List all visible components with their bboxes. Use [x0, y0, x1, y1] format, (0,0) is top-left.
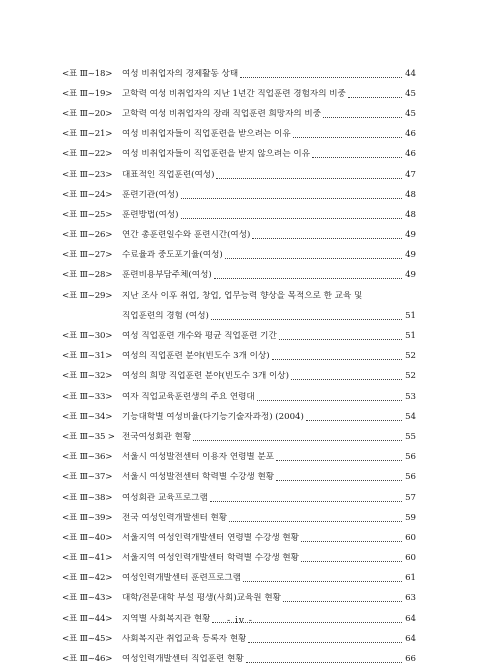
toc-entry [62, 387, 416, 407]
toc-entry [62, 64, 416, 84]
toc-entry-page: 48 [405, 209, 416, 220]
toc-entry [62, 347, 416, 367]
toc-entry-page: 60 [405, 532, 416, 543]
toc-entry [62, 468, 416, 488]
toc-entry-title: 고학력 여성 비취업자의 장래 직업훈련 희망자의 비중 [122, 108, 322, 119]
leader-dots [211, 319, 402, 320]
leader-dots [312, 157, 402, 158]
toc-entry-label: <표 Ⅲ~43> [62, 593, 113, 604]
leader-dots [210, 501, 402, 502]
toc-entry-label: <표 Ⅲ~28> [62, 270, 113, 281]
leader-dots [246, 662, 402, 663]
toc-entry-page: 47 [405, 169, 416, 180]
toc-entry-title-continued: 직업훈련의 경험 (여성) [122, 310, 209, 321]
toc-entry [62, 448, 416, 468]
toc-entry-title: 전국 여성인력개발센터 현황 [122, 512, 228, 523]
toc-entry-page: 61 [405, 573, 416, 584]
toc-entry-label: <표 Ⅲ~30> [62, 331, 113, 342]
leader-dots [257, 400, 402, 401]
toc-entry-page: 59 [405, 512, 416, 523]
leader-dots [248, 642, 402, 643]
table-of-contents [62, 64, 416, 670]
toc-entry [62, 367, 416, 387]
toc-entry-title: 여성의 희망 직업훈련 분야(빈도수 3개 이상) [122, 371, 289, 382]
toc-entry-label: <표 Ⅲ~19> [62, 88, 113, 99]
toc-entry-title: 여성 직업훈련 개수와 평균 직업훈련 기간 [122, 331, 277, 342]
toc-entry-label: <표 Ⅲ~31> [62, 351, 113, 362]
toc-entry [62, 488, 416, 508]
toc-entry-page: 51 [405, 331, 416, 342]
toc-entry [62, 84, 416, 104]
leader-dots [243, 581, 402, 582]
toc-entry [62, 205, 416, 225]
toc-entry-title: 여성 비취업자의 경제활동 상태 [122, 68, 239, 79]
leader-dots [229, 521, 402, 522]
toc-entry [62, 427, 416, 447]
toc-entry-title: 수료율과 중도포기율(여성) [122, 250, 223, 261]
leader-dots [279, 339, 402, 340]
toc-entry-label: <표 Ⅲ~40> [62, 532, 113, 543]
toc-entry [62, 549, 416, 569]
toc-entry-label: <표 Ⅲ~42> [62, 573, 113, 584]
toc-entry [62, 528, 416, 548]
toc-entry-title: 여성 비취업자들이 직업훈련을 받으려는 이유 [122, 129, 291, 140]
leader-dots [306, 420, 402, 421]
toc-entry-label: <표 Ⅲ~29> [62, 290, 113, 301]
leader-dots [348, 97, 402, 98]
toc-entry-label: <표 Ⅲ~44> [62, 613, 113, 624]
toc-entry-title: 지역별 사회복지관 현황 [122, 613, 211, 624]
toc-entry-label: <표 Ⅲ~25> [62, 209, 113, 220]
toc-entry-label: <표 Ⅲ~39> [62, 512, 113, 523]
toc-entry-title: 기능대학별 여성비율(다기능기술자과정) (2004) [122, 411, 304, 422]
toc-entry-label: <표 Ⅲ~24> [62, 189, 113, 200]
toc-entry-title: 훈련방법(여성) [122, 209, 179, 220]
toc-entry-label: <표 Ⅲ~45> [62, 633, 113, 644]
toc-entry [62, 165, 416, 185]
leader-dots [283, 601, 402, 602]
toc-entry-title: 연간 총훈련일수와 훈련시간(여성) [122, 230, 251, 241]
toc-entry-label: <표 Ⅲ~34> [62, 411, 113, 422]
toc-entry [62, 226, 416, 246]
toc-entry [62, 589, 416, 609]
toc-entry-page: 56 [405, 472, 416, 483]
toc-entry-label: <표 Ⅲ~41> [62, 553, 113, 564]
toc-entry-page: 54 [405, 411, 416, 422]
toc-entry-title: 여성인력개발센터 훈련프로그램 [122, 573, 241, 584]
leader-dots [272, 359, 402, 360]
toc-entry-page: 49 [405, 250, 416, 261]
toc-entry-page: 60 [405, 553, 416, 564]
toc-entry-title: 고학력 여성 비취업자의 지난 1년간 직업훈련 경험자의 비중 [122, 88, 346, 99]
toc-entry-title: 대학/전문대학 부설 평생(사회)교육원 현황 [122, 593, 281, 604]
toc-entry-page: 53 [405, 391, 416, 402]
toc-entry-title: 서울시 여성발전센터 학력별 수강생 현황 [122, 472, 275, 483]
toc-entry-page: 44 [405, 68, 416, 79]
toc-entry-label: <표 Ⅲ~38> [62, 492, 113, 503]
toc-entry-label: <표 Ⅲ~46> [62, 654, 113, 665]
toc-entry-title: 서울시 여성발전센터 이용자 연령별 분포 [122, 452, 275, 463]
toc-entry-page: 55 [405, 431, 416, 442]
leader-dots [276, 480, 402, 481]
toc-entry-page: 49 [405, 230, 416, 241]
toc-entry-title: 여성회관 교육프로그램 [122, 492, 208, 503]
toc-entry-label: <표 Ⅲ~32> [62, 371, 113, 382]
leader-dots [193, 440, 402, 441]
toc-entry-label: <표 Ⅲ~36> [62, 452, 113, 463]
toc-entry-title: 서울지역 여성인력개발센터 연령별 수강생 현황 [122, 532, 299, 543]
toc-entry [62, 569, 416, 589]
leader-dots [181, 218, 402, 219]
toc-entry-page: 57 [405, 492, 416, 503]
toc-entry [62, 145, 416, 165]
toc-entry [62, 246, 416, 266]
toc-entry [62, 326, 416, 346]
leader-dots [301, 561, 402, 562]
toc-entry [62, 629, 416, 649]
toc-entry-label: <표 Ⅲ~26> [62, 230, 113, 241]
toc-entry-title: 여자 직업교육훈련생의 주요 연령대 [122, 391, 255, 402]
toc-entry [62, 104, 416, 124]
leader-dots [323, 117, 402, 118]
toc-entry-title: 지난 조사 이후 취업, 창업, 업무능력 향상을 목적으로 한 교육 및 [122, 290, 363, 301]
leader-dots [301, 541, 402, 542]
toc-entry-page: 45 [405, 108, 416, 119]
toc-entry-label: <표 Ⅲ~18> [62, 68, 113, 79]
toc-entry [62, 649, 416, 669]
leader-dots [293, 137, 402, 138]
leader-dots [291, 379, 402, 380]
toc-entry [62, 508, 416, 528]
toc-entry-page: 52 [405, 351, 416, 362]
leader-dots [240, 77, 402, 78]
toc-entry-label: <표 Ⅲ~33> [62, 391, 113, 402]
toc-entry-label: <표 Ⅲ~20> [62, 108, 113, 119]
toc-entry-title: 대표적인 직업훈련(여성) [122, 169, 215, 180]
toc-entry-title: 여성 비취업자들이 직업훈련을 받지 않으려는 이유 [122, 149, 310, 160]
toc-entry-page: 51 [405, 310, 416, 321]
toc-entry-label: <표 Ⅲ~21> [62, 129, 113, 140]
toc-entry-label: <표 Ⅲ~35 > [62, 431, 115, 442]
toc-entry-page: 64 [405, 613, 416, 624]
toc-entry-page: 48 [405, 189, 416, 200]
toc-entry-label: <표 Ⅲ~22> [62, 149, 113, 160]
toc-entry-title: 서울지역 여성인력개발센터 학력별 수강생 현황 [122, 553, 299, 564]
leader-dots [225, 258, 402, 259]
toc-entry-page: 64 [405, 633, 416, 644]
toc-entry-page: 52 [405, 371, 416, 382]
toc-entry-page: 45 [405, 88, 416, 99]
leader-dots [252, 238, 402, 239]
toc-entry-title: 사회복지관 취업교육 등록자 현황 [122, 633, 247, 644]
toc-entry-title: 여성인력개발센터 직업훈련 현황 [122, 654, 244, 665]
toc-entry [62, 286, 416, 326]
toc-entry-page: 46 [405, 129, 416, 140]
toc-entry-label: <표 Ⅲ~27> [62, 250, 113, 261]
page-number: - iv - [227, 616, 253, 626]
toc-entry-title: 여성의 직업훈련 분야(빈도수 3개 이상) [122, 351, 270, 362]
leader-dots [216, 178, 402, 179]
leader-dots [181, 198, 402, 199]
toc-entry-title: 전국여성회관 현황 [122, 431, 192, 442]
toc-entry-page: 49 [405, 270, 416, 281]
toc-entry-label: <표 Ⅲ~23> [62, 169, 113, 180]
toc-entry-page: 56 [405, 452, 416, 463]
toc-entry [62, 125, 416, 145]
toc-entry-title: 훈련비용부담주체(여성) [122, 270, 212, 281]
toc-entry [62, 407, 416, 427]
leader-dots [276, 460, 402, 461]
toc-entry-title: 훈련기관(여성) [122, 189, 179, 200]
toc-entry [62, 185, 416, 205]
toc-entry-page: 46 [405, 149, 416, 160]
leader-dots [214, 278, 402, 279]
toc-entry-label: <표 Ⅲ~37> [62, 472, 113, 483]
toc-entry [62, 266, 416, 286]
toc-entry-page: 66 [405, 654, 416, 665]
toc-entry-page: 63 [405, 593, 416, 604]
